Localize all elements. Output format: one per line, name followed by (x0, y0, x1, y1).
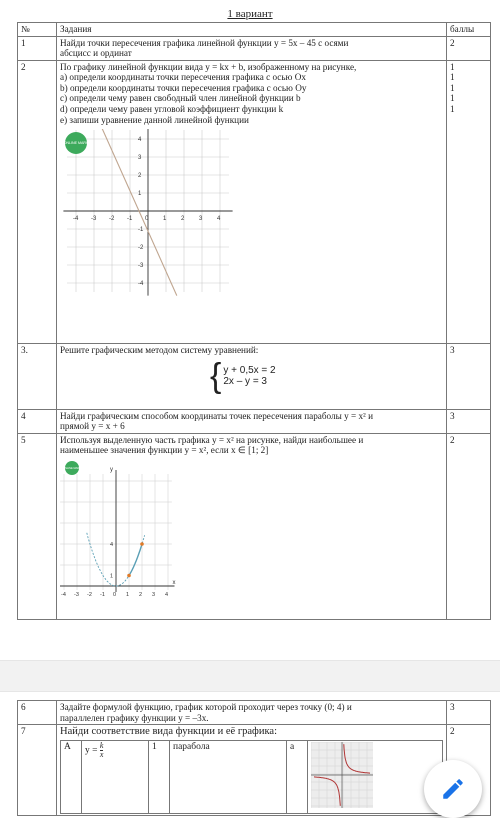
task-line: Найди соответствие вида функции и её графика: (60, 726, 277, 738)
score-value: 1 (450, 72, 455, 83)
score-value: 3 (450, 410, 455, 421)
x-tick-label: 2 (139, 592, 143, 599)
score-value: 1 (450, 104, 455, 115)
x-tick-label: 3 (199, 216, 203, 223)
task-num: 5 (18, 433, 57, 619)
task-row-5 (18, 433, 491, 619)
x-tick-label: -4 (61, 592, 66, 599)
header-row (18, 23, 491, 37)
y-tick-label: -2 (138, 245, 144, 252)
score-value: 1 (450, 93, 455, 104)
equation-system (210, 357, 443, 396)
task-line: прямой y = x + 6 (60, 421, 125, 432)
x-tick-label: 2 (181, 216, 185, 223)
edit-fab-button[interactable] (424, 760, 482, 818)
task-line: наименьшее значения функции y = x², если x ∈ [1; 2] (60, 445, 269, 456)
matching-row (61, 741, 443, 814)
x-tick-label: 1 (126, 592, 130, 599)
task-text (57, 701, 447, 725)
task-line: Решите графическим методом систему уравнений: (60, 344, 259, 355)
x-tick-label: 1 (163, 216, 167, 223)
tasks-table-top (17, 22, 491, 620)
task-line: а) определи координаты точки пересечения графика с осью Ох (60, 72, 306, 83)
x-tick-label: -4 (73, 216, 79, 223)
task-text (57, 725, 447, 816)
task-row-6 (18, 701, 491, 725)
match-number: 1 (149, 741, 170, 814)
task-text (57, 409, 447, 433)
task-line: e) запиши уравнение данной линейной функции (60, 114, 249, 125)
score-value: 1 (450, 82, 455, 93)
task-line: Используя выделенную часть графика y = x² на рисунке, найди наибольшее и (60, 434, 364, 445)
fraction-denominator: x (99, 750, 104, 760)
score-value: 2 (450, 726, 455, 737)
x-tick-label: 0 (145, 216, 149, 223)
match-graph (308, 741, 443, 814)
match-formula (82, 741, 149, 814)
task-score (447, 433, 491, 619)
point-min (127, 574, 131, 578)
score-value: 2 (450, 37, 455, 48)
y-tick-label: 2 (138, 173, 142, 180)
y-axis-label: y (110, 467, 113, 474)
x-tick-label: 4 (165, 592, 169, 599)
badge-text: ONLINE MARK (63, 467, 81, 471)
task-line: По графику линейной функции вида y = kx + b, изображенному на рисунке, (60, 61, 357, 72)
equation-2: 2x – y = 3 (223, 376, 267, 388)
task-line: b) определи координаты точки пересечения графика с осью Оу (60, 82, 307, 93)
brace-icon: { (210, 357, 222, 396)
equation-1: y + 0,5x = 2 (223, 364, 276, 376)
page-break (0, 660, 500, 692)
variant-title: 1 вариант (227, 8, 273, 20)
task-score (447, 60, 491, 343)
score-value: 3 (450, 702, 455, 712)
task-line: Найди точки пересечения графика линейной функции y = 5x – 45 с осями (60, 37, 349, 48)
task-num: 3. (18, 343, 57, 409)
task-text (57, 36, 447, 60)
badge-text: ONLINE MARK (63, 141, 89, 146)
match-option: a (287, 741, 308, 814)
task-line: c) определи чему равен свободный член линейной функции b (60, 93, 301, 104)
score-value: 2 (450, 434, 455, 445)
task-text (57, 433, 447, 619)
fraction-numerator: k (99, 741, 104, 751)
task-num: 2 (18, 60, 57, 343)
x-tick-label: -2 (87, 592, 92, 599)
task-row-4 (18, 409, 491, 433)
task-line: Задайте формулой функцию, график которой проходит через точку (0; 4) и (60, 702, 352, 712)
task-row-7 (18, 725, 491, 816)
matching-table (60, 740, 443, 814)
formula-prefix: y = (85, 745, 98, 756)
hyperbola-graph (311, 742, 373, 808)
x-tick-label: -3 (91, 216, 97, 223)
task-text (57, 60, 447, 343)
y-tick-label: 1 (110, 573, 114, 580)
y-tick-label: 4 (138, 137, 142, 144)
task-row-3 (18, 343, 491, 409)
task-score (447, 409, 491, 433)
header-score: баллы (447, 23, 491, 37)
y-tick-label: 4 (110, 542, 114, 549)
task-row-2 (18, 60, 491, 343)
header-task: Задания (57, 23, 447, 37)
task-num: 6 (18, 701, 57, 725)
task-line: абсцисс и ординат (60, 48, 132, 59)
task-line: Найди графическим способом координаты точек пересечения параболы y = x² и (60, 410, 374, 421)
task-line: параллелен графику функции y = –3x. (60, 712, 209, 723)
header-num: № (18, 23, 57, 37)
x-tick-label: -1 (100, 592, 105, 599)
task-score (447, 343, 491, 409)
y-tick-label: -3 (138, 263, 144, 270)
match-letter: A (61, 741, 82, 814)
pencil-icon (440, 776, 466, 802)
function-line (101, 129, 177, 296)
tasks-table-bottom (17, 700, 491, 816)
x-tick-label: -2 (109, 216, 115, 223)
x-axis-label: x (172, 580, 176, 587)
y-tick-label: 1 (138, 191, 142, 198)
point-max (140, 542, 144, 546)
task-num: 1 (18, 36, 57, 60)
match-type: парабола (170, 741, 287, 814)
linear-function-graph (60, 129, 240, 304)
task-score (447, 36, 491, 60)
x-tick-label: -1 (127, 216, 133, 223)
highlighted-segment (129, 544, 142, 576)
task-line: d) определи чему равен угловой коэффициент функции k (60, 104, 284, 115)
task-score (447, 701, 491, 725)
task-num: 4 (18, 409, 57, 433)
y-tick-label: -4 (138, 281, 144, 288)
x-tick-label: 4 (217, 216, 221, 223)
x-tick-label: -3 (74, 592, 79, 599)
task-text (57, 343, 447, 409)
y-tick-label: 3 (138, 155, 142, 162)
score-value: 3 (450, 344, 455, 355)
x-tick-label: 0 (113, 592, 117, 599)
parabola-graph (60, 460, 180, 610)
task-row-1 (18, 36, 491, 60)
task-num: 7 (18, 725, 57, 816)
y-tick-label: -1 (138, 227, 144, 234)
score-value: 1 (450, 61, 455, 72)
fraction (100, 742, 104, 759)
x-tick-label: 3 (152, 592, 156, 599)
